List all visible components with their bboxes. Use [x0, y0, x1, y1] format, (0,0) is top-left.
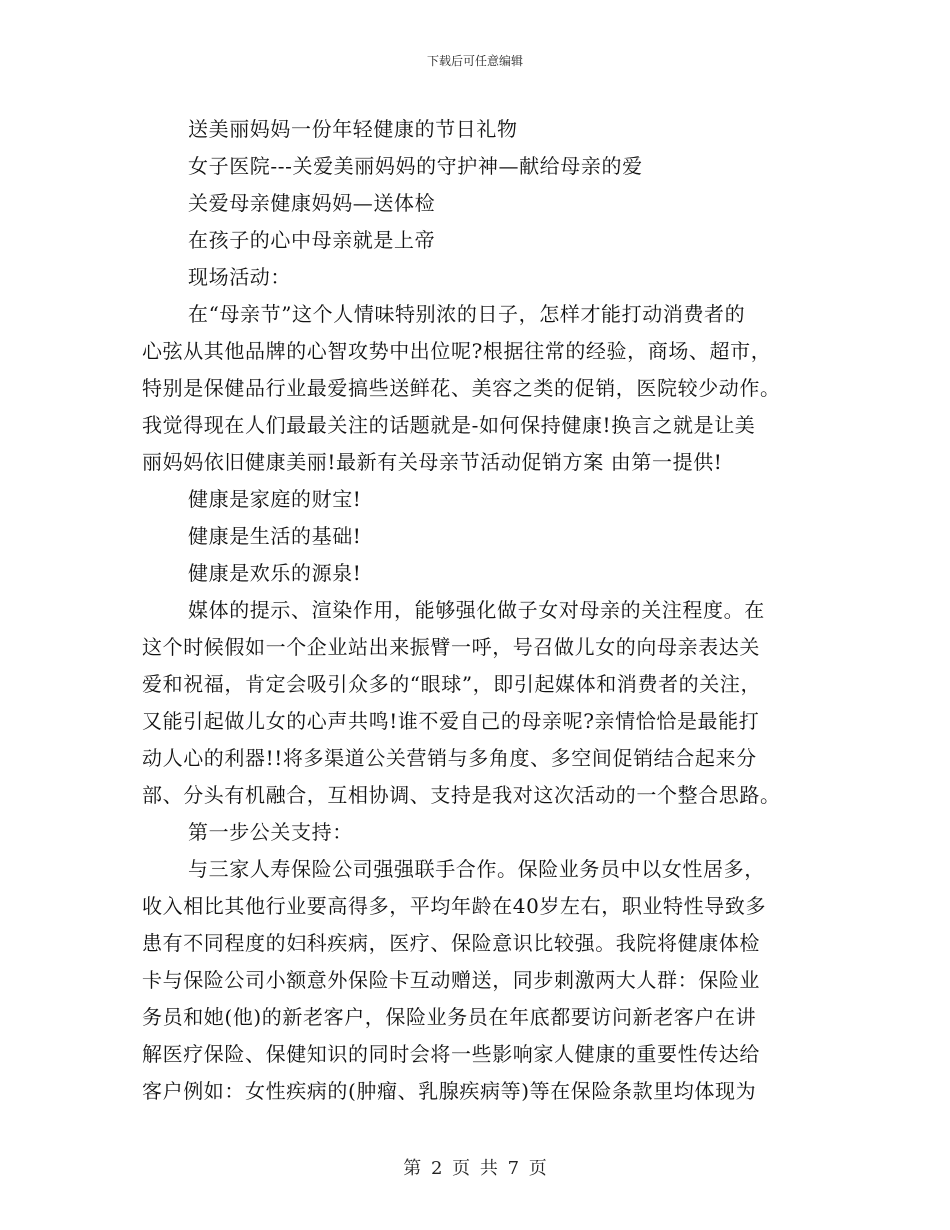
- paragraph-start: 在“母亲节”这个人情味特别浓的日子，怎样才能打动消费者的: [188, 302, 746, 326]
- text-line: 解医疗保险、保健知识的同时会将一些影响家人健康的重要性传达给: [142, 1042, 760, 1066]
- text-line: 部、分头有机融合，互相协调、支持是我对这次活动的一个整合思路。: [142, 783, 781, 807]
- text-line: 这个时候假如一个企业站出来振臂一呼，号召做儿女的向母亲表达关: [142, 635, 760, 659]
- text-line: 客户例如：女性疾病的(肿瘤、乳腺疾病等)等在保险条款里均体现为: [142, 1079, 757, 1103]
- text-line: 又能引起做儿女的心声共鸣!谁不爱自己的母亲呢?亲情恰恰是最能打: [142, 709, 760, 733]
- text-line: 关爱母亲健康妈妈—送体检: [188, 191, 436, 215]
- paragraph-start: 媒体的提示、渲染作用，能够强化做子女对母亲的关注程度。在: [188, 598, 765, 622]
- text-line: 患有不同程度的妇科疾病，医疗、保险意识比较强。我院将健康体检: [142, 931, 760, 955]
- text-line: 现场活动：: [188, 265, 291, 289]
- text-line: 健康是生活的基础!: [188, 524, 362, 548]
- document-body: [142, 111, 802, 1110]
- paragraph-start: 与三家人寿保险公司强强联手合作。保险业务员中以女性居多，: [188, 857, 765, 881]
- text-line: 在孩子的心中母亲就是上帝: [188, 228, 436, 252]
- text-line: 丽妈妈依旧健康美丽!最新有关母亲节活动促销方案 由第一提供!: [142, 450, 723, 474]
- text-line: 爱和祝福，肯定会吸引众多的“眼球”，即引起媒体和消费者的关注，: [142, 672, 762, 696]
- section-heading: 第一步公关支持：: [188, 820, 353, 844]
- text-line: 卡与保险公司小额意外保险卡互动赠送，同步刺激两大人群：保险业: [142, 968, 760, 992]
- text-line: 心弦从其他品牌的心智攻势中出位呢?根据往常的经验，商场、超市，: [142, 339, 772, 363]
- text-line: 健康是家庭的财宝!: [188, 487, 362, 511]
- page-header: 下载后可任意编辑: [426, 54, 523, 68]
- text-line: 务员和她(他)的新老客户，保险业务员在年底都要访问新老客户在讲: [142, 1005, 757, 1029]
- text-line: 收入相比其他行业要高得多，平均年龄在40岁左右，职业特性导致多: [142, 894, 767, 918]
- text-line: 健康是欢乐的源泉!: [188, 561, 362, 585]
- text-line: 我觉得现在人们最最关注的话题就是-如何保持健康!换言之就是让美: [142, 413, 756, 437]
- text-line: 女子医院---关爱美丽妈妈的守护神—献给母亲的爱: [188, 154, 643, 178]
- text-line: 特别是保健品行业最爱搞些送鲜花、美容之类的促销，医院较少动作。: [142, 376, 781, 400]
- text-line: 送美丽妈妈一份年轻健康的节日礼物: [188, 117, 518, 141]
- page-footer: 第 2 页 共 7 页: [403, 1158, 547, 1179]
- text-line: 动人心的利器!!将多渠道公关营销与多角度、多空间促销结合起来分: [142, 746, 757, 770]
